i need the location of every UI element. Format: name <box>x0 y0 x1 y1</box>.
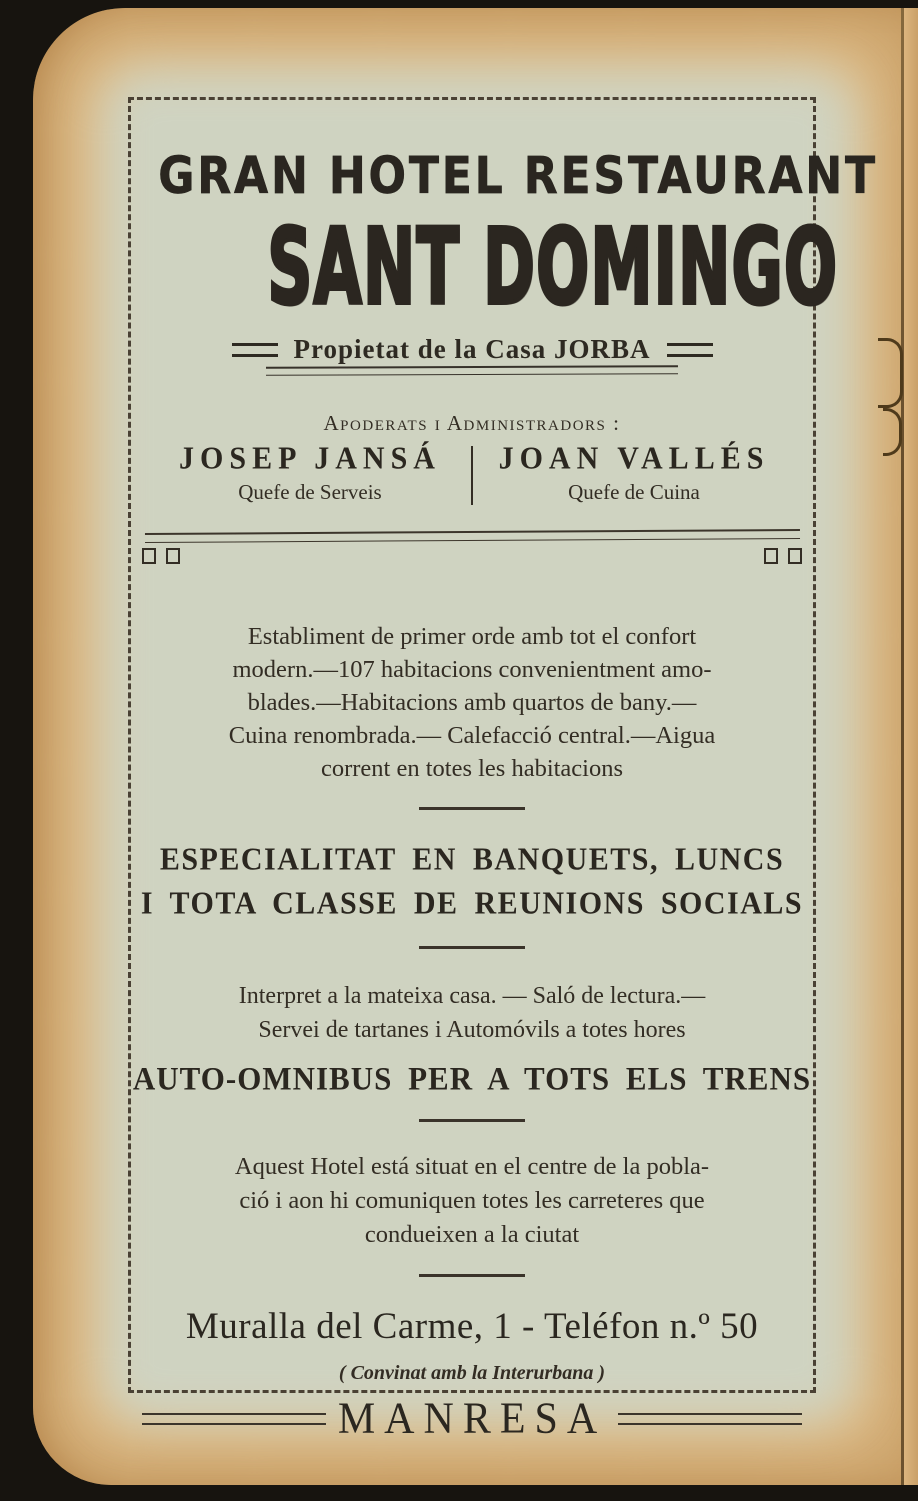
hotel-title: SANT DOMINGO <box>267 206 839 328</box>
ornament-squares-row <box>142 548 802 564</box>
city-row <box>142 1395 802 1443</box>
binding-edge <box>904 8 918 1485</box>
ornament-square <box>166 548 180 564</box>
double-rule <box>142 1413 326 1425</box>
double-rule <box>618 1413 802 1425</box>
administrator-role: Quefe de Cuina <box>568 480 700 504</box>
administrator-role: Quefe de Serveis <box>238 480 382 504</box>
hotel-kicker: GRAN HOTEL RESTAURANT <box>158 146 878 206</box>
ownership-line <box>131 334 813 365</box>
section-divider <box>419 1274 525 1277</box>
paragraph-line: Interpret a la mateixa casa. — Saló de lectura.— <box>238 983 706 1009</box>
paragraph-line: ció i aon hi comuniquen totes les carreteres que <box>239 1187 705 1214</box>
location-paragraph <box>192 1150 752 1252</box>
banquets-heading-line1: ESPECIALITAT EN BANQUETS, LUNCS <box>159 842 785 877</box>
book-page <box>33 8 918 1485</box>
street-address: Muralla del Carme, 1 - Teléfon n.º 50 <box>185 1306 759 1347</box>
banquets-heading <box>131 838 813 926</box>
vertical-divider <box>471 446 473 505</box>
ornament-square-group <box>764 548 802 564</box>
ornament-square <box>142 548 156 564</box>
section-divider <box>419 807 525 810</box>
section-divider <box>419 946 525 949</box>
administrator-left <box>155 442 465 505</box>
double-dash-ornament <box>232 343 278 357</box>
administrators-heading: Apoderats i Administradors : <box>323 411 621 435</box>
ownership-text: Propietat de la Casa JORBA <box>293 334 651 364</box>
binding-crease <box>901 8 904 1485</box>
administrator-name: JOSEP JANSÁ <box>179 441 441 476</box>
double-dash-ornament <box>667 343 713 357</box>
paragraph-line: blades.—Habitacions amb quartos de bany.— <box>247 689 697 716</box>
binding-stitch <box>878 338 903 408</box>
double-rule <box>144 529 799 543</box>
ornament-square <box>764 548 778 564</box>
ornament-square-group <box>142 548 180 564</box>
advertisement-frame <box>128 97 878 1444</box>
binding-stitch <box>883 408 902 456</box>
services-paragraph <box>172 979 772 1047</box>
ornament-square <box>788 548 802 564</box>
paragraph-line: corrent en totes les habitacions <box>320 755 624 782</box>
paragraph-line: Cuina renombrada.— Calefacció central.—Aigua <box>228 722 716 749</box>
paragraph-line: Servei de tartanes i Automóvils a totes hores <box>258 1017 686 1043</box>
phone-note: ( Convinat amb la Interurbana ) <box>338 1362 606 1384</box>
paragraph-line: Establiment de primer orde amb tot el confort <box>247 623 697 650</box>
banquets-heading-line2: I TOTA CLASSE DE REUNIONS SOCIALS <box>140 886 804 921</box>
paragraph-line: condueixen a la ciutat <box>364 1221 580 1248</box>
description-paragraph <box>205 620 739 785</box>
administrators-row <box>131 442 813 505</box>
administrator-right <box>479 442 789 505</box>
ownership-underline <box>266 365 678 375</box>
administrator-name: JOAN VALLÉS <box>498 441 770 476</box>
section-divider <box>419 1119 525 1122</box>
paragraph-line: modern.—107 habitacions convenientment amo- <box>232 656 712 683</box>
omnibus-heading: AUTO-OMNIBUS PER A TOTS ELS TRENS <box>132 1060 812 1097</box>
paragraph-line: Aquest Hotel está situat en el centre de la pobla- <box>234 1153 710 1180</box>
city-name: MANRESA <box>337 1394 607 1444</box>
